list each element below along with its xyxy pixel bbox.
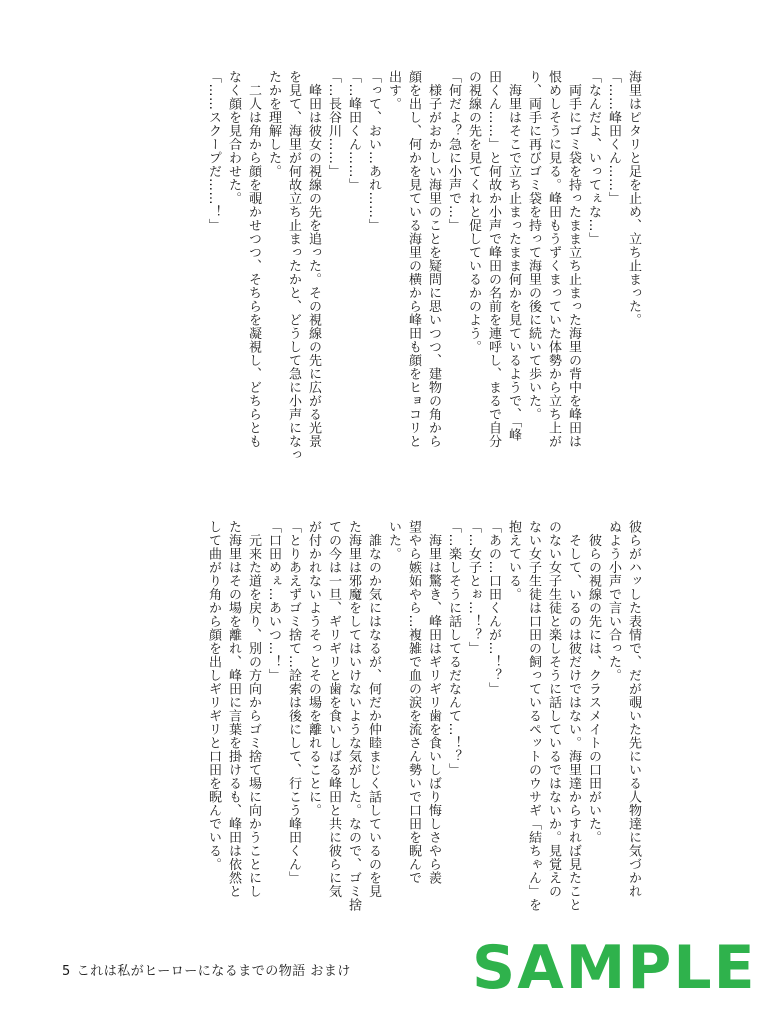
text-line: 海里はピタリと足を止め、立ち止まった。 (626, 70, 641, 327)
text-line: 「口田めぇ…あいつ…！」 (266, 520, 281, 682)
text-line: 海里は驚き、峰田はギリギリ歯を食いしばり悔しさやら羨 (426, 520, 441, 885)
text-line: が付かれないようそっとその場を離れることに。 (306, 520, 321, 817)
text-line: 元来た道を戻り、別の方向からゴミ捨て場に向かうことにし (246, 520, 261, 898)
sample-watermark: SAMPLE (472, 933, 757, 1003)
text-line: 「…峰田くん……」 (346, 70, 361, 192)
text-line: なく顔を見合わせた。 (226, 70, 241, 205)
text-line: 「って、おい…あれ……」 (366, 70, 381, 232)
text-line: 「あの…口田くんが…！？」 (486, 520, 501, 696)
text-line: 抱えている。 (506, 520, 521, 601)
text-line: 恨めしそうに見る。峰田もうずくまっていた体勢から立ち上が (546, 70, 561, 448)
page-footer (62, 960, 357, 979)
text-line: 「なんだよ、いってぇな…」 (586, 70, 601, 246)
text-line: 「…女子とぉ…！？」 (466, 520, 481, 655)
text-line: 「……峰田くん……」 (606, 70, 621, 205)
text-line: 「…楽しそうに話してるだなんて…！？」 (446, 520, 461, 777)
text-line: の視線の先を見てくれと促しているかのよう。 (466, 70, 481, 354)
text-line: たかを理解した。 (266, 70, 281, 178)
text-line: いた。 (386, 520, 401, 561)
text-line: 顔を出し、何かを見ている海里の横から峰田も顔をヒョコリと (406, 70, 421, 448)
text-line: た海里は邪魔をしてはいけないような気がした。なので、ゴミ捨 (346, 520, 361, 912)
text-line: 「……スクープだ……！」 (206, 70, 221, 232)
text-line: 「とりあえずゴミ捨て…詮索は後にして、行こう峰田くん」 (286, 520, 301, 885)
page-number: 5 (62, 964, 71, 979)
text-line: 出す。 (386, 70, 401, 111)
text-line: 田くん……」と何故か小声で峰田の名前を連呼し、まるで自分 (486, 70, 501, 448)
text-line: のない女子生徒と楽しそうに話しているではないか。見覚えの (546, 520, 561, 898)
text-line: ての今は一旦、ギリギリと歯を食いしばる峰田と共に彼らに気 (326, 520, 341, 898)
text-line: して曲がり角から顔を出しギリギリと口田を睨んでいる。 (206, 520, 221, 871)
text-line: 誰なのか気にはなるが、何だか仲睦まじく話しているのを見 (366, 520, 381, 898)
text-line: そして、いるのは彼だけではない。海里達からすれば見たこと (566, 520, 581, 912)
text-line: 「何だよ？急に小声で…」 (446, 70, 461, 232)
text-line: た海里はその場を離れ、峰田に言葉を掛けるも、峰田は依然と (226, 520, 241, 898)
text-line: り、両手に再びゴミ袋を持って海里の後に続いて歩いた。 (526, 70, 541, 421)
text-line: 二人は角から顔を覗かせつつ、そちらを凝視し、どちらとも (246, 70, 261, 448)
text-line: 彼らの視線の先には、クラスメイトの口田がいた。 (586, 520, 601, 844)
text-line: 両手にゴミ袋を持ったまま立ち止まった海里の背中を峰田は (566, 70, 581, 448)
text-line: 彼らがハッした表情で、だが覗いた先にいる人物達に気づかれ (626, 520, 641, 898)
book-title: これは私がヒーローになるまでの物語 おまけ (76, 964, 351, 979)
text-line: 望やら嫉妬やら…複雑で血の涙を流さん勢いで口田を睨んで (406, 520, 421, 885)
text-line: 様子がおかしい海里のことを疑問に思いつつ、建物の角から (426, 70, 441, 448)
text-line: ぬよう小声で言い合った。 (606, 520, 621, 682)
text-line: 「…長谷川……」 (326, 70, 341, 178)
text-line: を見て、海里が何故立ち止まったかと、どうして急に小声になっ (286, 70, 301, 462)
text-line: ない女子生徒は口田の飼っているペットのウサギ「結ちゃん」を (526, 520, 541, 912)
text-line: 峰田は彼女の視線の先を追った。その視線の先に広がる光景 (306, 70, 321, 448)
text-block-top (71, 70, 643, 500)
text-block-bottom (71, 520, 643, 935)
text-line: 海里はそこで立ち止まったまま何かを見ているようで、「峰 (506, 70, 521, 442)
